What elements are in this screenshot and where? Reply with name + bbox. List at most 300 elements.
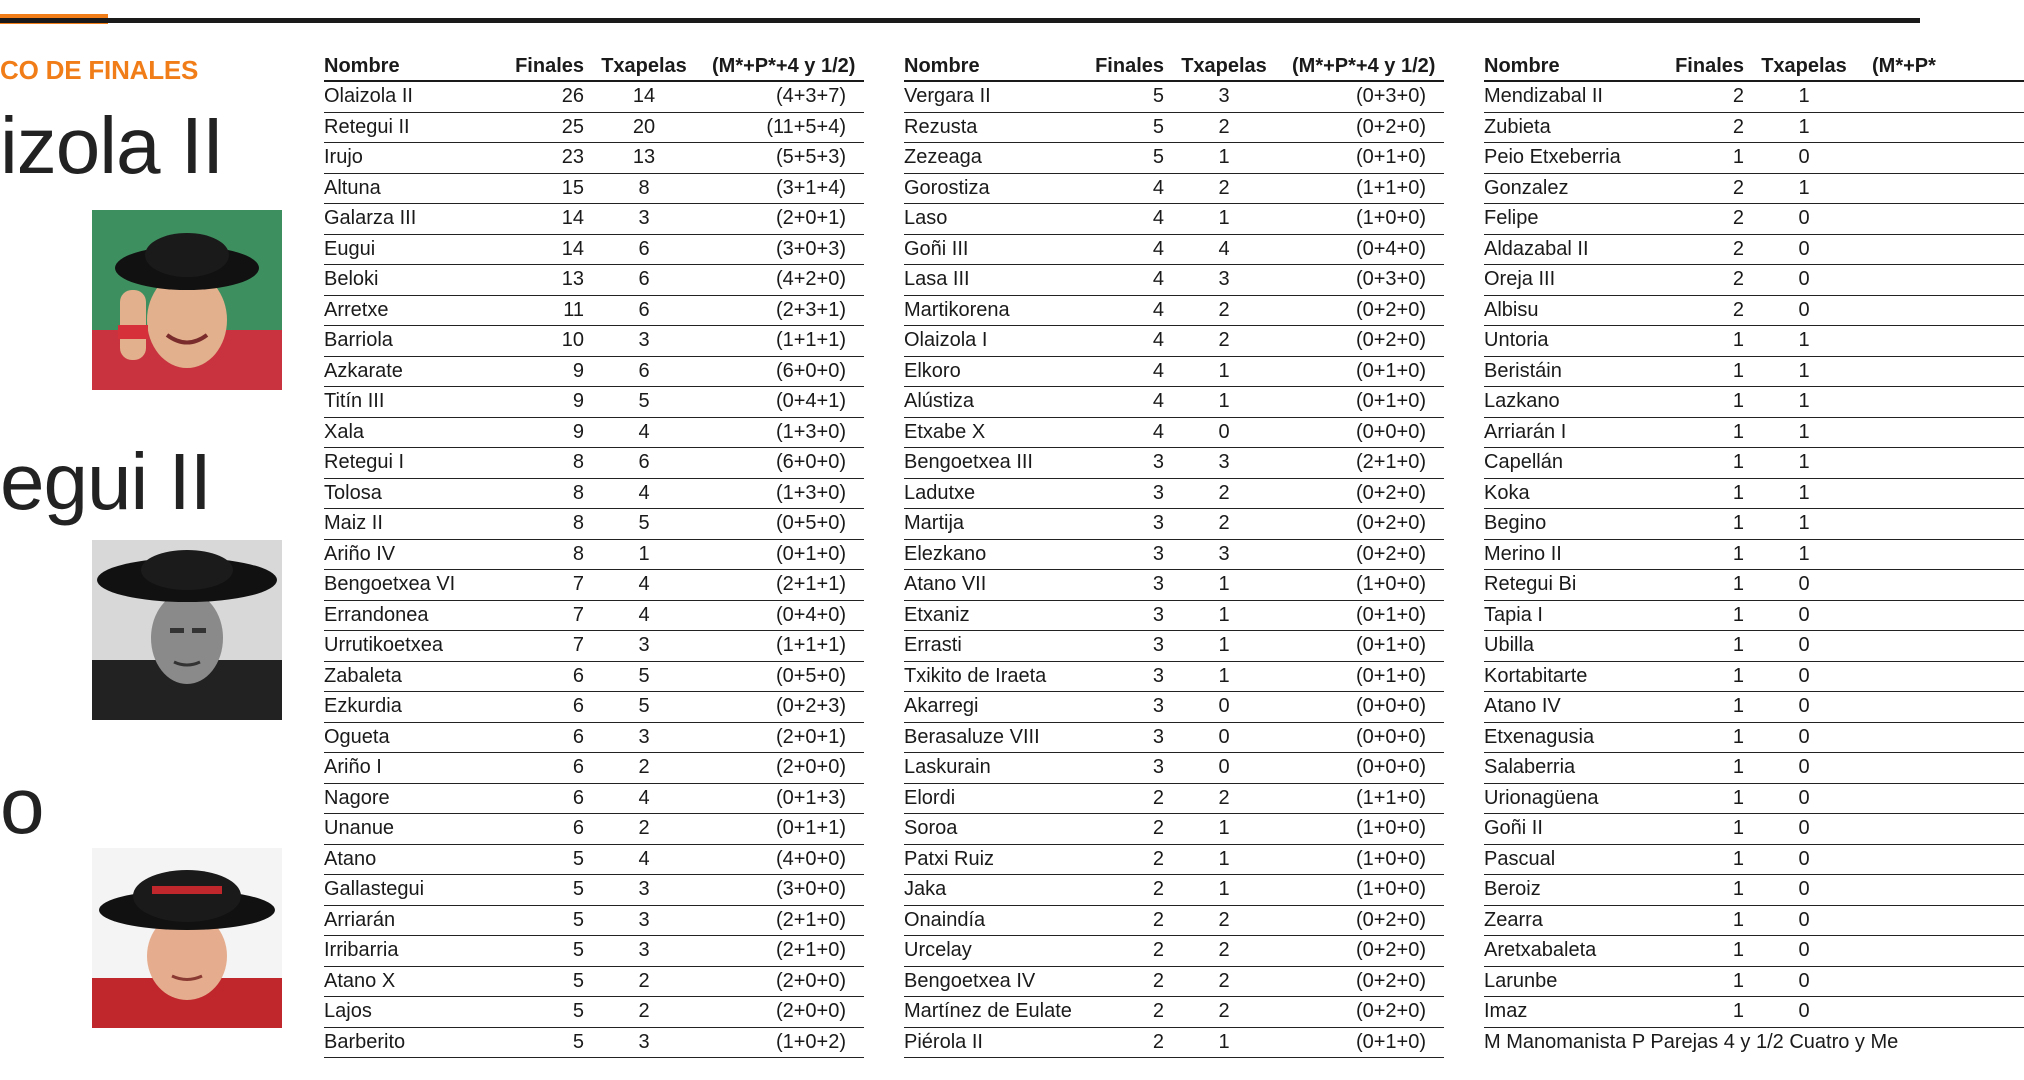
table-row: [324, 235, 864, 266]
finals-count: 1: [1732, 634, 1744, 657]
table-row: [1484, 387, 2024, 418]
txapelas-count: 1: [1798, 481, 1810, 504]
player-name: Kortabitarte: [1484, 664, 1588, 687]
player-name: Untoria: [1484, 329, 1549, 352]
player-name: Koka: [1484, 481, 1530, 504]
finals-count: 3: [1152, 695, 1164, 718]
finals-count: 1: [1732, 329, 1744, 352]
player-name: Aldazabal II: [1484, 237, 1589, 260]
player-name: Rezusta: [904, 115, 978, 138]
table-row: [324, 814, 864, 845]
table-header: [324, 52, 864, 82]
table-row: [904, 326, 1444, 357]
player-name: Patxi Ruiz: [904, 847, 995, 870]
table-row: [1484, 570, 2024, 601]
table-row: [904, 387, 1444, 418]
finals-count: 4: [1152, 359, 1164, 382]
table-row: [904, 875, 1444, 906]
breakdown: (2+0+1): [775, 725, 846, 748]
breakdown: (0+2+0): [1355, 1000, 1426, 1023]
player-name: Zearra: [1484, 908, 1543, 931]
player-name: Nagore: [324, 786, 390, 809]
player-name: Bengoetxea III: [904, 451, 1033, 474]
finals-count: 1: [1732, 725, 1744, 748]
table-row: [904, 448, 1444, 479]
finals-count: 10: [561, 329, 584, 352]
finals-count: 8: [572, 542, 584, 565]
finals-count: 4: [1152, 329, 1164, 352]
finals-count: 2: [1152, 817, 1164, 840]
header-txapelas: Txapelas: [1181, 54, 1267, 77]
table-row: [324, 692, 864, 723]
table-row: [324, 509, 864, 540]
player-name: Vergara II: [904, 85, 991, 108]
table-row: [904, 265, 1444, 296]
finals-count: 3: [1152, 542, 1164, 565]
player-name: Laskurain: [904, 756, 991, 779]
finals-count: 5: [572, 939, 584, 962]
txapelas-count: 0: [1798, 756, 1810, 779]
finals-count: 3: [1152, 573, 1164, 596]
txapelas-count: 0: [1798, 603, 1810, 626]
table-row: [324, 418, 864, 449]
txapelas-count: 3: [1218, 451, 1230, 474]
featured-name-1: izola II: [0, 101, 224, 190]
header-finals: Finales: [1675, 54, 1744, 77]
player-name: Etxenagusia: [1484, 725, 1595, 748]
finals-count: 5: [572, 969, 584, 992]
txapelas-count: 1: [1218, 1030, 1230, 1053]
txapelas-count: 1: [1798, 115, 1810, 138]
txapelas-count: 1: [1798, 451, 1810, 474]
txapelas-count: 5: [638, 512, 650, 535]
player-name: Arriarán I: [1484, 420, 1567, 443]
finals-count: 1: [1732, 1000, 1744, 1023]
table-row: [904, 235, 1444, 266]
player-name: Lazkano: [1484, 390, 1560, 413]
finals-count: 6: [572, 817, 584, 840]
table-row: [904, 845, 1444, 876]
player-name: Pascual: [1484, 847, 1556, 870]
txapelas-count: 1: [1218, 847, 1230, 870]
breakdown: (2+1+1): [775, 573, 846, 596]
player-name: Oreja III: [1484, 268, 1556, 291]
table-row: [1484, 692, 2024, 723]
table-row: [904, 692, 1444, 723]
txapelas-count: 2: [1218, 1000, 1230, 1023]
txapelas-count: 4: [638, 603, 650, 626]
breakdown: (0+4+0): [775, 603, 846, 626]
finals-count: 2: [1152, 1000, 1164, 1023]
finals-count: 1: [1732, 908, 1744, 931]
finals-count: 2: [1152, 786, 1164, 809]
player-name: Martija: [904, 512, 965, 535]
breakdown: (0+4+1): [775, 390, 846, 413]
breakdown: (0+2+0): [1355, 969, 1426, 992]
table-column-1: [324, 52, 864, 1058]
table-row: [324, 875, 864, 906]
finals-count: 1: [1732, 542, 1744, 565]
header-name: Nombre: [324, 54, 400, 77]
breakdown: (0+1+0): [1355, 664, 1426, 687]
player-name: Onaindía: [904, 908, 986, 931]
breakdown: (2+0+0): [775, 969, 846, 992]
txapelas-count: 0: [1798, 939, 1810, 962]
finals-count: 9: [572, 390, 584, 413]
finals-count: 1: [1732, 664, 1744, 687]
finals-count: 2: [1152, 847, 1164, 870]
player-name: Altuna: [324, 176, 381, 199]
txapelas-count: 2: [1218, 329, 1230, 352]
player-name: Urrutikoetxea: [324, 634, 443, 657]
txapelas-count: 3: [638, 634, 650, 657]
table-row: [904, 967, 1444, 998]
table-row: [1484, 357, 2024, 388]
player-name: Capellán: [1484, 451, 1563, 474]
txapelas-count: 1: [1218, 817, 1230, 840]
table-row: [904, 906, 1444, 937]
breakdown: (2+1+0): [775, 939, 846, 962]
table-row: [1484, 936, 2024, 967]
table-row: [324, 479, 864, 510]
finals-count: 5: [572, 1030, 584, 1053]
table-row: [324, 784, 864, 815]
player-photo-1: [92, 210, 282, 390]
finals-count: 6: [572, 786, 584, 809]
txapelas-count: 1: [1798, 85, 1810, 108]
table-row: [904, 82, 1444, 113]
finals-count: 8: [572, 512, 584, 535]
player-name: Irribarria: [324, 939, 399, 962]
player-name: Ariño IV: [324, 542, 396, 565]
player-name: Galarza III: [324, 207, 417, 230]
finals-count: 1: [1732, 817, 1744, 840]
player-name: Peio Etxeberria: [1484, 146, 1621, 169]
txapelas-count: 0: [1798, 847, 1810, 870]
table-row: [324, 845, 864, 876]
table-row: [904, 631, 1444, 662]
table-row: [1484, 448, 2024, 479]
txapelas-count: 1: [1218, 207, 1230, 230]
finals-count: 2: [1732, 115, 1744, 138]
table-row: [1484, 296, 2024, 327]
player-photo-2: [92, 540, 282, 720]
finals-count: 3: [1152, 725, 1164, 748]
table-row: [324, 357, 864, 388]
txapelas-count: 1: [1218, 573, 1230, 596]
finals-count: 2: [1732, 176, 1744, 199]
player-name: Ezkurdia: [324, 695, 402, 718]
table-row: [1484, 540, 2024, 571]
player-name: Ladutxe: [904, 481, 976, 504]
table-row: [324, 570, 864, 601]
finals-count: 13: [561, 268, 584, 291]
player-name: Etxabe X: [904, 420, 986, 443]
breakdown: (0+0+0): [1355, 725, 1426, 748]
txapelas-count: 1: [1218, 664, 1230, 687]
player-name: Zezeaga: [904, 146, 982, 169]
txapelas-count: 4: [638, 847, 650, 870]
breakdown: (6+0+0): [775, 451, 846, 474]
player-name: Goñi II: [1484, 817, 1543, 840]
breakdown: (0+1+0): [775, 542, 846, 565]
breakdown: (0+2+0): [1355, 329, 1426, 352]
breakdown: (2+0+0): [775, 756, 846, 779]
txapelas-count: 14: [632, 85, 656, 108]
player-name: Goñi III: [904, 237, 969, 260]
breakdown: (0+5+0): [775, 664, 846, 687]
txapelas-count: 0: [1798, 969, 1810, 992]
finals-count: 2: [1152, 908, 1164, 931]
table-row: [904, 601, 1444, 632]
finals-count: 2: [1152, 1030, 1164, 1053]
breakdown: (0+0+0): [1355, 695, 1426, 718]
breakdown: (2+0+1): [775, 207, 846, 230]
txapelas-count: 2: [1218, 969, 1230, 992]
table-row: [1484, 113, 2024, 144]
table-row: [1484, 479, 2024, 510]
player-name: Arretxe: [324, 298, 389, 321]
txapelas-count: 1: [1218, 878, 1230, 901]
breakdown: (1+1+1): [775, 329, 846, 352]
finals-count: 1: [1732, 786, 1744, 809]
header-breakdown-cut: (M*+P*: [1872, 54, 1936, 77]
breakdown: (3+0+3): [775, 237, 846, 260]
player-name: Felipe: [1484, 207, 1539, 230]
table-row: [324, 662, 864, 693]
breakdown: (6+0+0): [775, 359, 846, 382]
table-row: [1484, 418, 2024, 449]
finals-count: 7: [572, 603, 584, 626]
finals-count: 1: [1732, 878, 1744, 901]
finals-count: 6: [572, 664, 584, 687]
finals-count: 1: [1732, 512, 1744, 535]
finals-count: 14: [561, 237, 584, 260]
table-row: [324, 723, 864, 754]
txapelas-count: 4: [638, 420, 650, 443]
txapelas-count: 4: [638, 786, 650, 809]
header-txapelas: Txapelas: [1761, 54, 1847, 77]
breakdown: (5+5+3): [775, 146, 846, 169]
txapelas-count: 4: [638, 481, 650, 504]
player-name: Elezkano: [904, 542, 987, 565]
player-name: Tapia I: [1484, 603, 1543, 626]
breakdown: (1+0+2): [775, 1030, 846, 1053]
table-row: [1484, 631, 2024, 662]
txapelas-count: 0: [1218, 695, 1230, 718]
table-row: [904, 814, 1444, 845]
finals-count: 4: [1152, 268, 1164, 291]
finals-count: 6: [572, 756, 584, 779]
finals-count: 4: [1152, 420, 1164, 443]
player-name: Tolosa: [324, 481, 382, 504]
header-breakdown: (M*+P*+4 y 1/2): [1292, 54, 1436, 77]
breakdown: (1+1+0): [1355, 176, 1426, 199]
table-row: [904, 662, 1444, 693]
txapelas-count: 3: [638, 939, 650, 962]
table-row: [324, 906, 864, 937]
player-name: Jaka: [904, 878, 947, 901]
txapelas-count: 0: [1798, 268, 1810, 291]
finals-count: 15: [561, 176, 584, 199]
txapelas-count: 1: [1218, 146, 1230, 169]
breakdown: (0+0+0): [1355, 756, 1426, 779]
table-row: [904, 357, 1444, 388]
txapelas-count: 0: [1798, 634, 1810, 657]
finals-count: 6: [572, 695, 584, 718]
txapelas-count: 2: [1218, 939, 1230, 962]
table-row: [904, 753, 1444, 784]
section-kicker: CO DE FINALES: [0, 55, 199, 85]
table-row: [324, 1028, 864, 1059]
player-name: Gallastegui: [324, 878, 425, 901]
finals-count: 4: [1152, 390, 1164, 413]
table-row: [1484, 784, 2024, 815]
finals-count: 1: [1732, 481, 1744, 504]
finals-count: 9: [572, 420, 584, 443]
player-name: Aretxabaleta: [1484, 939, 1597, 962]
header-name: Nombre: [1484, 54, 1560, 77]
breakdown: (0+1+3): [775, 786, 846, 809]
table-row: [324, 326, 864, 357]
txapelas-count: 1: [1218, 634, 1230, 657]
txapelas-count: 1: [638, 542, 650, 565]
breakdown: (1+1+1): [775, 634, 846, 657]
table-row: [904, 997, 1444, 1028]
table-row: [324, 631, 864, 662]
txapelas-count: 0: [1798, 146, 1810, 169]
txapelas-count: 0: [1798, 786, 1810, 809]
player-name: Retegui I: [324, 451, 405, 474]
txapelas-count: 8: [638, 176, 650, 199]
finals-count: 7: [572, 634, 584, 657]
breakdown: (4+0+0): [775, 847, 846, 870]
player-name: Errandonea: [324, 603, 429, 626]
finals-count: 8: [572, 451, 584, 474]
finals-count: 3: [1152, 603, 1164, 626]
finals-count: 1: [1732, 939, 1744, 962]
table-row: [904, 936, 1444, 967]
table-row: [324, 967, 864, 998]
table-row: [904, 570, 1444, 601]
player-name: Soroa: [904, 817, 958, 840]
table-row: [1484, 967, 2024, 998]
table-row: [1484, 906, 2024, 937]
table-row: [324, 753, 864, 784]
txapelas-count: 0: [1218, 725, 1230, 748]
finals-count: 2: [1152, 939, 1164, 962]
breakdown: (0+2+0): [1355, 542, 1426, 565]
table-row: [1484, 235, 2024, 266]
finals-count: 2: [1732, 298, 1744, 321]
table-row: [904, 204, 1444, 235]
player-name: Beristáin: [1484, 359, 1562, 382]
txapelas-count: 0: [1218, 756, 1230, 779]
txapelas-count: 1: [1798, 542, 1810, 565]
finals-count: 2: [1732, 85, 1744, 108]
finals-count: 1: [1732, 359, 1744, 382]
txapelas-count: 6: [638, 359, 650, 382]
player-name: Retegui Bi: [1484, 573, 1577, 596]
player-name: Atano: [324, 847, 377, 870]
txapelas-count: 5: [638, 664, 650, 687]
player-name: Bengoetxea VI: [324, 573, 456, 596]
finals-count: 26: [561, 85, 584, 108]
breakdown: (2+1+0): [1355, 451, 1426, 474]
table-row: [904, 509, 1444, 540]
breakdown: (0+2+0): [1355, 939, 1426, 962]
txapelas-count: 2: [1218, 298, 1230, 321]
table-column-2: [904, 52, 1444, 1058]
finals-count: 11: [563, 298, 584, 321]
table-legend: M Manomanista P Parejas 4 y 1/2 Cuatro y Me: [1484, 1031, 1899, 1054]
player-name: Elkoro: [904, 359, 961, 382]
table-row: [1484, 723, 2024, 754]
finals-count: 1: [1732, 847, 1744, 870]
finals-count: 1: [1732, 420, 1744, 443]
header-rule: [0, 18, 1920, 23]
player-name: Albisu: [1484, 298, 1539, 321]
player-name: Martikorena: [904, 298, 1010, 321]
finals-count: 1: [1732, 756, 1744, 779]
txapelas-count: 0: [1798, 908, 1810, 931]
finals-count: 6: [572, 725, 584, 748]
txapelas-count: 2: [1218, 481, 1230, 504]
player-name: Ubilla: [1484, 634, 1535, 657]
breakdown: (1+0+0): [1355, 817, 1426, 840]
player-name: Gonzalez: [1484, 176, 1569, 199]
txapelas-count: 1: [1798, 390, 1810, 413]
txapelas-count: 1: [1798, 512, 1810, 535]
table-row: [904, 113, 1444, 144]
table-row: [1484, 82, 2024, 113]
txapelas-count: 3: [638, 329, 650, 352]
featured-name-2: egui II: [0, 437, 211, 526]
table-row: [1484, 601, 2024, 632]
breakdown: (0+1+0): [1355, 634, 1426, 657]
breakdown: (1+0+0): [1355, 847, 1426, 870]
breakdown: (0+2+0): [1355, 908, 1426, 931]
finals-count: 3: [1152, 634, 1164, 657]
table-row: [1484, 509, 2024, 540]
breakdown: (0+2+3): [775, 695, 846, 718]
finals-count: 4: [1152, 176, 1164, 199]
finals-count: 3: [1152, 756, 1164, 779]
table-row: [1484, 265, 2024, 296]
table-column-3: [1484, 52, 2024, 1058]
player-name: Begino: [1484, 512, 1547, 535]
txapelas-count: 2: [1218, 512, 1230, 535]
breakdown: (0+3+0): [1355, 85, 1426, 108]
breakdown: (0+1+1): [775, 817, 846, 840]
breakdown: (4+2+0): [775, 268, 846, 291]
breakdown: (2+0+0): [775, 1000, 846, 1023]
player-name: Urcelay: [904, 939, 972, 962]
table-row: [324, 113, 864, 144]
table-row: [1484, 814, 2024, 845]
player-name: Ariño I: [324, 756, 382, 779]
player-name: Txikito de Iraeta: [904, 664, 1047, 687]
player-name: Larunbe: [1484, 969, 1558, 992]
player-name: Barberito: [324, 1030, 406, 1053]
txapelas-count: 1: [1218, 603, 1230, 626]
finals-count: 1: [1732, 146, 1744, 169]
player-name: Salaberria: [1484, 756, 1576, 779]
txapelas-count: 2: [638, 969, 650, 992]
finals-count: 23: [561, 146, 584, 169]
player-name: Lasa III: [904, 268, 970, 291]
txapelas-count: 3: [1218, 85, 1230, 108]
